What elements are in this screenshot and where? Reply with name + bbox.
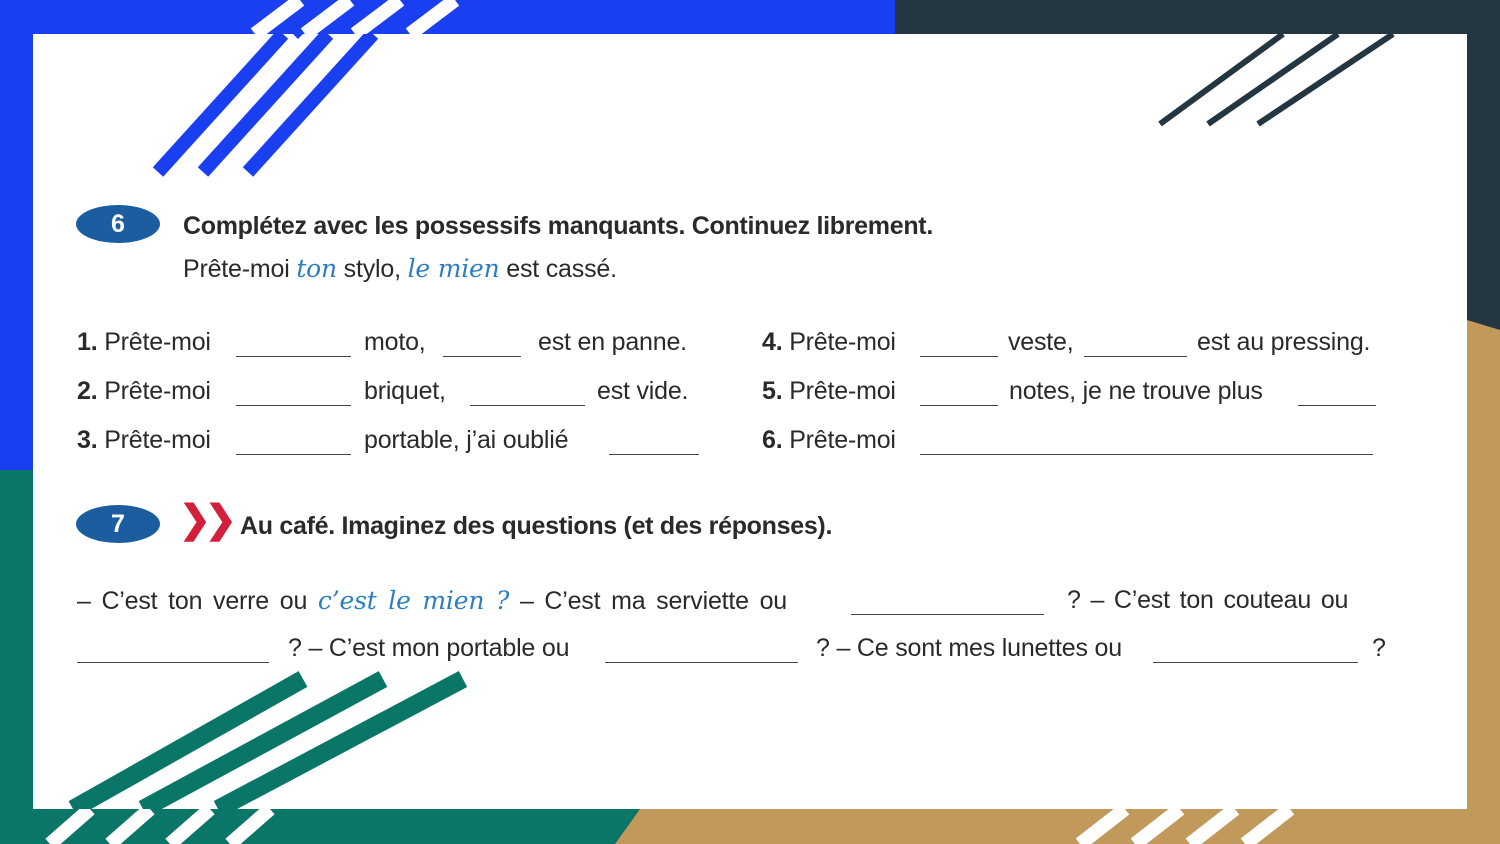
blank-line[interactable] [1084, 356, 1187, 357]
blank-line[interactable] [609, 454, 699, 455]
item-2 [77, 377, 211, 406]
example-start: Prête-moi [183, 255, 290, 283]
item-1-noun: moto, [364, 328, 426, 356]
content-card [33, 34, 1467, 809]
exercise-7-line-1-start [77, 586, 787, 616]
blank-line[interactable] [851, 614, 1044, 615]
item-number: 4. [762, 328, 783, 356]
item-5-noun: notes, je ne trouve plus [1009, 377, 1263, 405]
exercise-6-example [183, 254, 617, 284]
blank-line[interactable] [920, 405, 998, 406]
item-number: 5. [762, 377, 783, 405]
item-text: Prête-moi [104, 426, 211, 454]
line-1-question: – C’est ma serviette ou [519, 587, 788, 615]
exercise-6-badge: 6 [76, 205, 160, 243]
item-1-end: est en panne. [538, 328, 687, 356]
item-4-noun: veste, [1008, 328, 1074, 356]
item-3-noun: portable, j’ai oublié [364, 426, 569, 454]
exercise-7-instruction: Au café. Imaginez des questions (et des réponses). [240, 512, 833, 540]
item-number: 1. [77, 328, 98, 356]
teal-stripes [73, 679, 463, 809]
double-chevron-right-icon: ❯❯ [179, 499, 231, 541]
item-1 [77, 328, 211, 357]
item-text: Prête-moi [104, 377, 211, 405]
item-number: 2. [77, 377, 98, 405]
blank-line[interactable] [77, 662, 269, 663]
item-4 [762, 328, 896, 357]
blue-stripes [158, 34, 373, 172]
line-1-example: c’est le mien ? [317, 586, 510, 615]
exercise-7-badge: 7 [76, 505, 160, 543]
blank-line[interactable] [1298, 405, 1376, 406]
item-2-noun: briquet, [364, 377, 446, 405]
blank-line[interactable] [443, 356, 521, 357]
item-4-end: est au pressing. [1197, 328, 1371, 356]
card-stripes [33, 34, 1467, 809]
blank-line[interactable] [605, 662, 798, 663]
blank-line[interactable] [920, 356, 998, 357]
item-5 [762, 377, 896, 406]
item-text: Prête-moi [789, 328, 896, 356]
example-fill-1: ton [296, 254, 337, 283]
item-text: Prête-moi [789, 377, 896, 405]
line-2-start: ? – C’est mon portable ou [288, 634, 570, 662]
blank-line[interactable] [236, 356, 351, 357]
item-number: 6. [762, 426, 783, 454]
blank-line[interactable] [470, 405, 585, 406]
item-6 [762, 426, 896, 455]
item-text: Prête-moi [104, 328, 211, 356]
item-text: Prête-moi [789, 426, 896, 454]
line-1-end: ? – C’est ton couteau ou [1067, 586, 1349, 614]
line-2-end: ? [1372, 634, 1386, 662]
blank-line[interactable] [920, 454, 1373, 455]
item-2-end: est vide. [597, 377, 689, 405]
blank-line[interactable] [236, 405, 351, 406]
line-1-text: – C’est ton verre ou [77, 587, 308, 615]
item-number: 3. [77, 426, 98, 454]
example-fill-2: le mien [407, 254, 500, 283]
blank-line[interactable] [1153, 662, 1358, 663]
exercise-6-instruction: Complétez avec les possessifs manquants. Continuez librement. [183, 212, 933, 240]
item-3 [77, 426, 211, 455]
dark-stripes [1160, 34, 1393, 124]
line-2-mid: ? – Ce sont mes lunettes ou [816, 634, 1122, 662]
example-end: est cassé. [506, 255, 617, 283]
blank-line[interactable] [236, 454, 351, 455]
example-mid: stylo, [343, 255, 401, 283]
